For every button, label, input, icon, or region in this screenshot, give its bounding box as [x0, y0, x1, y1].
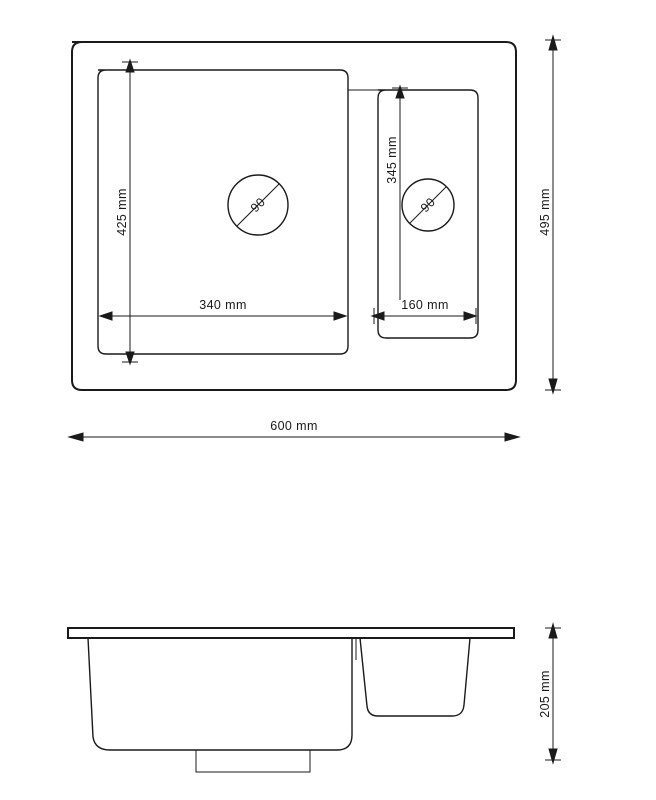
main-drain-diameter-label: 90 — [247, 194, 269, 216]
sink-rim-front — [68, 628, 514, 638]
small-drain-diameter-label: 90 — [417, 194, 439, 216]
small-bowl-width-label: 160 mm — [401, 298, 449, 312]
top-view — [69, 36, 561, 441]
main-bowl-width-label: 340 mm — [199, 298, 247, 312]
overall-depth-label: 495 mm — [538, 188, 552, 236]
dimension-overall-height — [538, 624, 561, 763]
small-bowl-front — [360, 638, 470, 716]
overall-height-label: 205 mm — [538, 670, 552, 718]
small-bowl-depth-label: 345 mm — [385, 136, 399, 184]
dimension-overall-width — [69, 419, 519, 441]
main-bowl-depth-label: 425 mm — [115, 188, 129, 236]
dimension-main-bowl-width — [100, 298, 346, 320]
dimension-main-bowl-depth — [115, 60, 138, 364]
front-view — [68, 624, 561, 772]
dimension-overall-depth — [538, 36, 561, 393]
dimension-small-bowl-width — [372, 298, 476, 324]
overall-width-label: 600 mm — [270, 419, 318, 433]
main-bowl-base-line — [196, 750, 310, 772]
main-bowl-front — [88, 638, 352, 750]
